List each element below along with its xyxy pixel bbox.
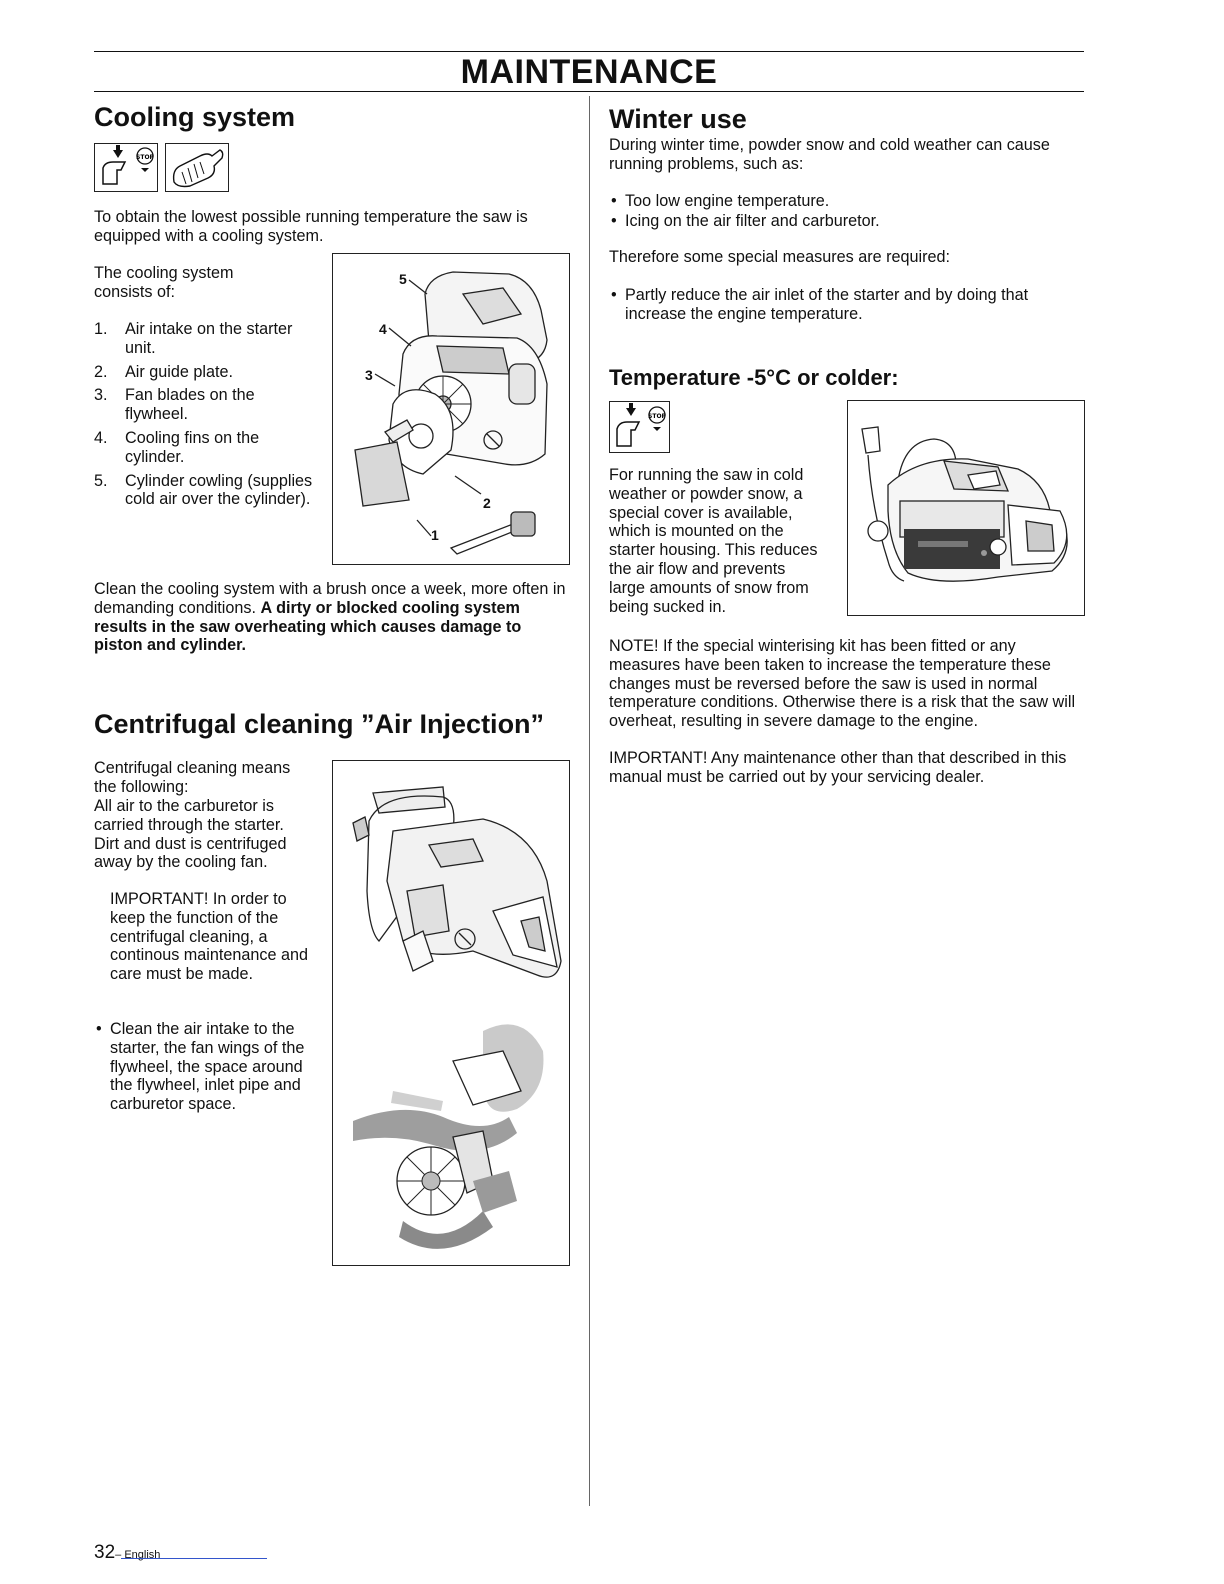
cooling-clean-text: Clean the cooling system with a brush once a week, more often in demanding conditions. A dirty or blocked cooling system results in the saw overheating which causes damage to piston and cylinder. bbox=[94, 580, 566, 655]
figure-label: 4 bbox=[379, 321, 387, 337]
list-item: • Partly reduce the air inlet of the starter and by doing that increase the engine temperature. bbox=[609, 286, 1069, 324]
figure-label: 3 bbox=[365, 367, 373, 383]
cooling-intro: To obtain the lowest possible running temperature the saw is equipped with a cooling system. bbox=[94, 208, 528, 245]
cooling-consists: The cooling system consists of: bbox=[94, 264, 234, 301]
list-item: 5. Cylinder cowling (supplies cold air over the cylinder). bbox=[94, 471, 313, 509]
temperature-note: NOTE! If the special winterising kit has been fitted or any measures have been taken to increase the temperature these changes must be reversed before the saw is used in normal temperature conditions. Otherwise there is a risk that the saw will overheat, resulting in severe damage to the engine. bbox=[609, 637, 1076, 731]
cooling-heading: Cooling system bbox=[94, 102, 296, 132]
winter-cover-figure bbox=[847, 400, 1085, 616]
footer-language: – English bbox=[115, 1549, 161, 1561]
list-item: 1. Air intake on the starter unit. bbox=[94, 320, 293, 357]
winter-heading: Winter use bbox=[609, 104, 747, 134]
centrifugal-bullets bbox=[94, 1020, 324, 1115]
svg-text:STOP: STOP bbox=[648, 413, 666, 420]
cooling-warning: A dirty or blocked cooling system results in the saw overheating which causes damage to piston and cylinder. bbox=[94, 598, 522, 655]
winter-measures-list bbox=[609, 286, 1069, 325]
winter-problems-list bbox=[609, 192, 1079, 232]
svg-text:STOP: STOP bbox=[136, 154, 154, 161]
column-divider bbox=[589, 96, 590, 1506]
centrifugal-important: IMPORTANT! In order to keep the function of the centrifugal cleaning, a continous maintenance and care must be made. bbox=[110, 890, 308, 984]
top-rule bbox=[94, 51, 1084, 52]
stop-engine-icon bbox=[609, 401, 670, 453]
temperature-heading: Temperature -5°C or colder: bbox=[609, 365, 899, 390]
air-injection-figure bbox=[332, 760, 570, 1266]
centrifugal-intro: Centrifugal cleaning means the following: bbox=[94, 759, 291, 796]
temperature-important: IMPORTANT! Any maintenance other than that described in this manual must be carried out by your servicing dealer. bbox=[609, 749, 1067, 786]
list-item: 3. Fan blades on the flywheel. bbox=[94, 386, 255, 424]
winter-intro: During winter time, powder snow and cold weather can cause running problems, such as: bbox=[609, 136, 1050, 173]
cooling-system-figure bbox=[332, 253, 570, 565]
list-item: • Clean the air intake to the starter, the fan wings of the flywheel, the space around the flywheel, inlet pipe and carburetor space. bbox=[94, 1020, 324, 1114]
footer-link-rule bbox=[121, 1558, 267, 1559]
gloves-icon bbox=[165, 143, 229, 192]
winter-measures: Therefore some special measures are required: bbox=[609, 248, 950, 266]
page-title: MAINTENANCE bbox=[460, 53, 718, 91]
list-item: • Icing on the air filter and carburetor. bbox=[609, 212, 1079, 231]
figure-label: 1 bbox=[431, 527, 439, 543]
figure-label: 5 bbox=[399, 271, 407, 287]
centrifugal-heading: Centrifugal cleaning ”Air Injection” bbox=[94, 709, 545, 739]
list-item: 2. Air guide plate. bbox=[94, 362, 233, 381]
list-item: • Too low engine temperature. bbox=[609, 192, 1079, 211]
temperature-text: For running the saw in cold weather or powder snow, a special cover is available, which is mounted on the starter housing. This reduces the air flow and prevents large amounts of snow from being sucked in. bbox=[609, 466, 818, 616]
page-number: 32 bbox=[94, 1542, 116, 1563]
title-rule bbox=[94, 91, 1084, 92]
cooling-parts-list bbox=[94, 320, 314, 514]
list-item: 4. Cooling fins on the cylinder. bbox=[94, 428, 260, 466]
page-footer bbox=[94, 1542, 160, 1564]
figure-label: 2 bbox=[483, 495, 491, 511]
centrifugal-description: All air to the carburetor is carried through the starter. Dirt and dust is centrifuged away by the cooling fan. bbox=[94, 797, 287, 872]
stop-engine-icon bbox=[94, 143, 158, 192]
